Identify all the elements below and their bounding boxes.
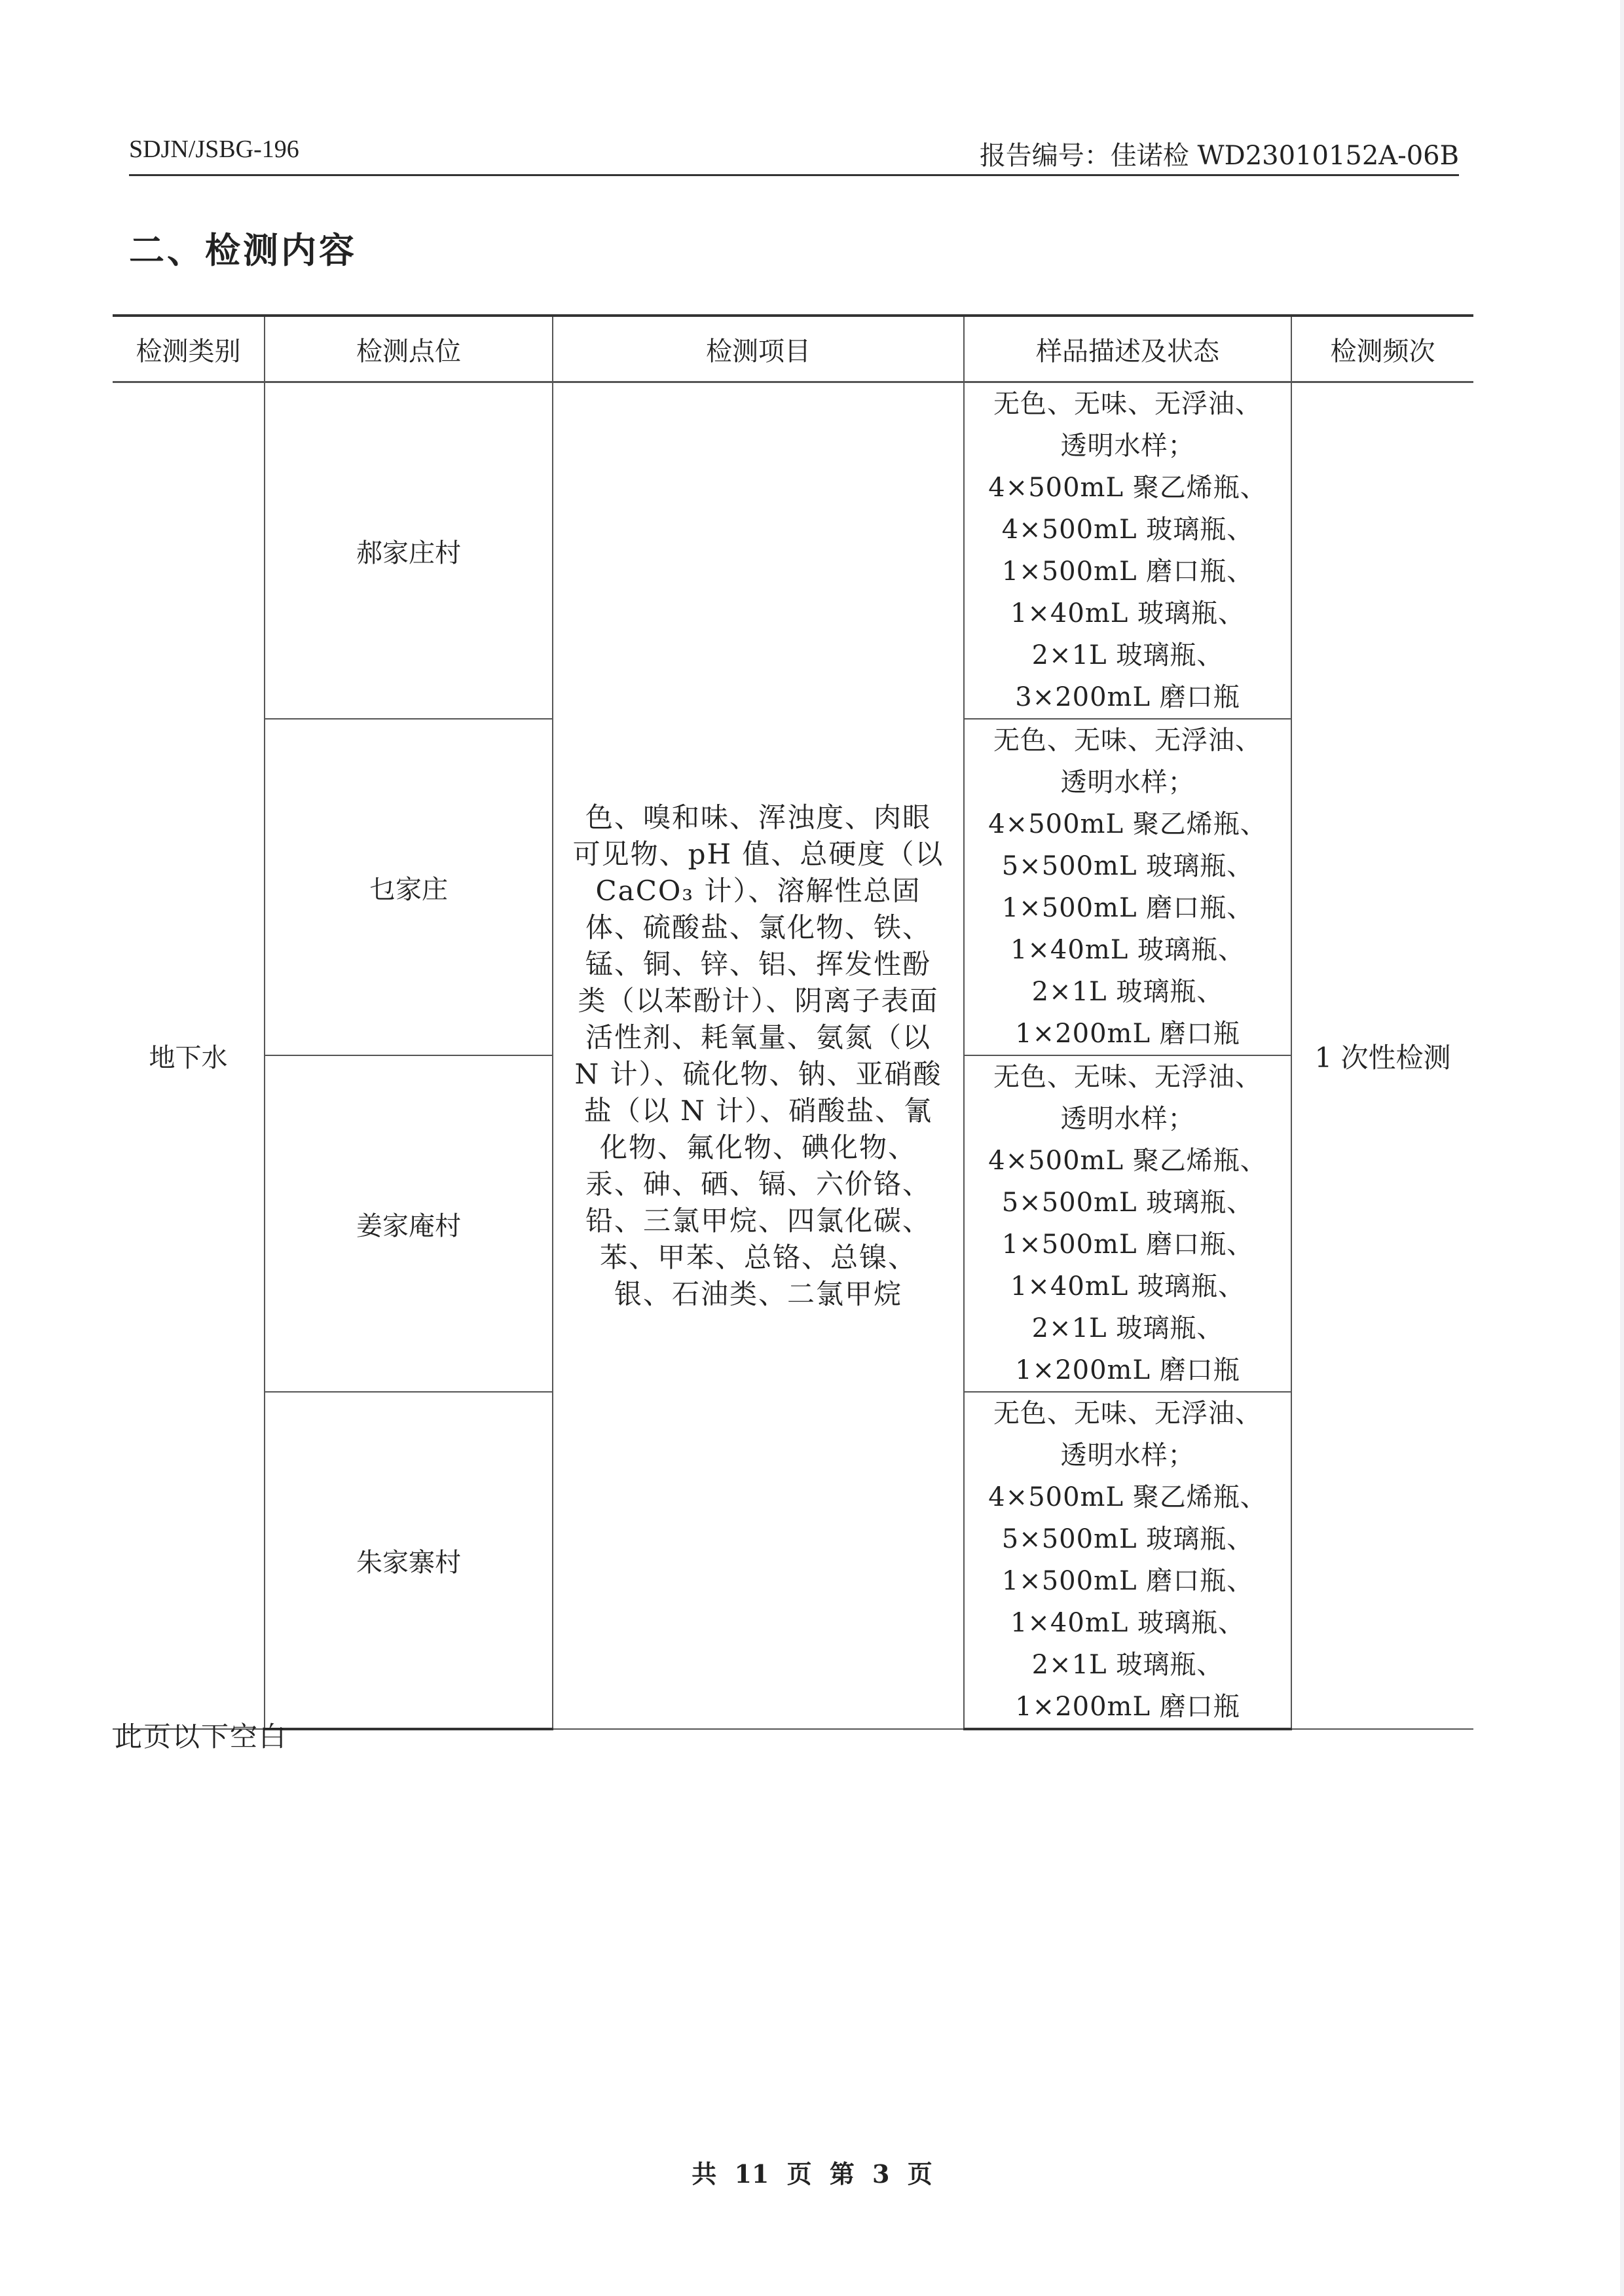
sample-line: 5×500mL 玻璃瓶、 (1001, 851, 1254, 881)
blank-page-note: 此页以下空白 (115, 1721, 288, 1753)
sample-line: 5×500mL 玻璃瓶、 (1001, 1188, 1254, 1218)
sample-description-cell (964, 382, 1291, 720)
location-cell: 乜家庄 (265, 719, 553, 1055)
page-footer: 共 11 页 第 3 页 (692, 2159, 932, 2189)
location-cell: 姜家庵村 (265, 1055, 553, 1392)
sample-line: 1×500mL 磨口瓶、 (1001, 556, 1254, 587)
sample-line: 4×500mL 玻璃瓶、 (1001, 515, 1254, 545)
column-header-sample: 样品描述及状态 (964, 316, 1291, 382)
sample-line: 3×200mL 磨口瓶 (1015, 682, 1240, 712)
sample-description-cell (964, 719, 1291, 1055)
sample-line: 5×500mL 玻璃瓶、 (1001, 1524, 1254, 1554)
section-title: 二、检测内容 (129, 229, 357, 271)
sample-line: 1×500mL 磨口瓶、 (1001, 1230, 1254, 1260)
sample-line: 2×1L 玻璃瓶、 (1031, 1313, 1224, 1343)
sample-line: 2×1L 玻璃瓶、 (1031, 640, 1224, 670)
sample-line: 4×500mL 聚乙烯瓶、 (988, 1146, 1267, 1176)
sample-line: 1×40mL 玻璃瓶、 (1010, 1608, 1246, 1638)
column-header-items: 检测项目 (553, 316, 964, 382)
table-row (113, 382, 1473, 720)
sample-line: 无色、无味、无浮油、 (993, 1398, 1262, 1429)
items-cell: 色、嗅和味、浑浊度、肉眼可见物、pH 值、总硬度（以 CaCO₃ 计）、溶解性总固体、硫酸盐、氯化物、铁、锰、铜、锌、铝、挥发性酚类（以苯酚计）、阴离子表面活性剂、耗氧量、氨氮（以 N 计）、硫化物、钠、亚硝酸盐（以 N 计）、硝酸盐、氰化物、氟化物、碘化物、汞、砷、硒、镉、六价铬、铅、三氯甲烷、四氯化碳、苯、甲苯、总铬、总镍、银、石油类、二氯甲烷 (553, 382, 964, 1730)
sample-line: 1×40mL 玻璃瓶、 (1010, 935, 1246, 965)
sample-line: 2×1L 玻璃瓶、 (1031, 1650, 1224, 1680)
sample-line: 4×500mL 聚乙烯瓶、 (988, 1482, 1267, 1512)
document-code: SDJN/JSBG-196 (129, 136, 299, 163)
sample-line: 1×200mL 磨口瓶 (1015, 1692, 1240, 1722)
sample-description-cell (964, 1055, 1291, 1392)
report-number: 报告编号：佳诺检 WD23010152A-06B (979, 141, 1459, 171)
sample-line: 透明水样； (1060, 1440, 1195, 1470)
category-cell: 地下水 (113, 382, 265, 1730)
sample-line: 1×200mL 磨口瓶 (1015, 1355, 1240, 1385)
sample-line: 透明水样； (1060, 431, 1195, 461)
sample-line: 1×40mL 玻璃瓶、 (1010, 598, 1246, 629)
table-header-row (113, 316, 1473, 382)
sample-line: 4×500mL 聚乙烯瓶、 (988, 473, 1267, 503)
column-header-location: 检测点位 (265, 316, 553, 382)
sample-line: 2×1L 玻璃瓶、 (1031, 977, 1224, 1007)
sample-line: 1×40mL 玻璃瓶、 (1010, 1271, 1246, 1302)
sample-line: 4×500mL 聚乙烯瓶、 (988, 809, 1267, 839)
sample-description-cell (964, 1392, 1291, 1729)
sample-line: 1×500mL 磨口瓶、 (1001, 1566, 1254, 1596)
frequency-cell: 1 次性检测 (1291, 382, 1473, 1730)
location-cell: 郝家庄村 (265, 382, 553, 720)
column-header-frequency: 检测频次 (1291, 316, 1473, 382)
column-header-category: 检测类别 (113, 316, 265, 382)
page-edge (1620, 0, 1624, 2296)
sample-line: 无色、无味、无浮油、 (993, 389, 1262, 419)
sample-line: 无色、无味、无浮油、 (993, 1062, 1262, 1092)
sample-line: 无色、无味、无浮油、 (993, 725, 1262, 756)
location-cell: 朱家寨村 (265, 1392, 553, 1729)
header-divider (129, 174, 1459, 176)
sample-line: 1×500mL 磨口瓶、 (1001, 893, 1254, 923)
sample-line: 透明水样； (1060, 1104, 1195, 1134)
sample-line: 1×200mL 磨口瓶 (1015, 1019, 1240, 1049)
sample-line: 透明水样； (1060, 767, 1195, 797)
detection-content-table (113, 314, 1473, 1730)
